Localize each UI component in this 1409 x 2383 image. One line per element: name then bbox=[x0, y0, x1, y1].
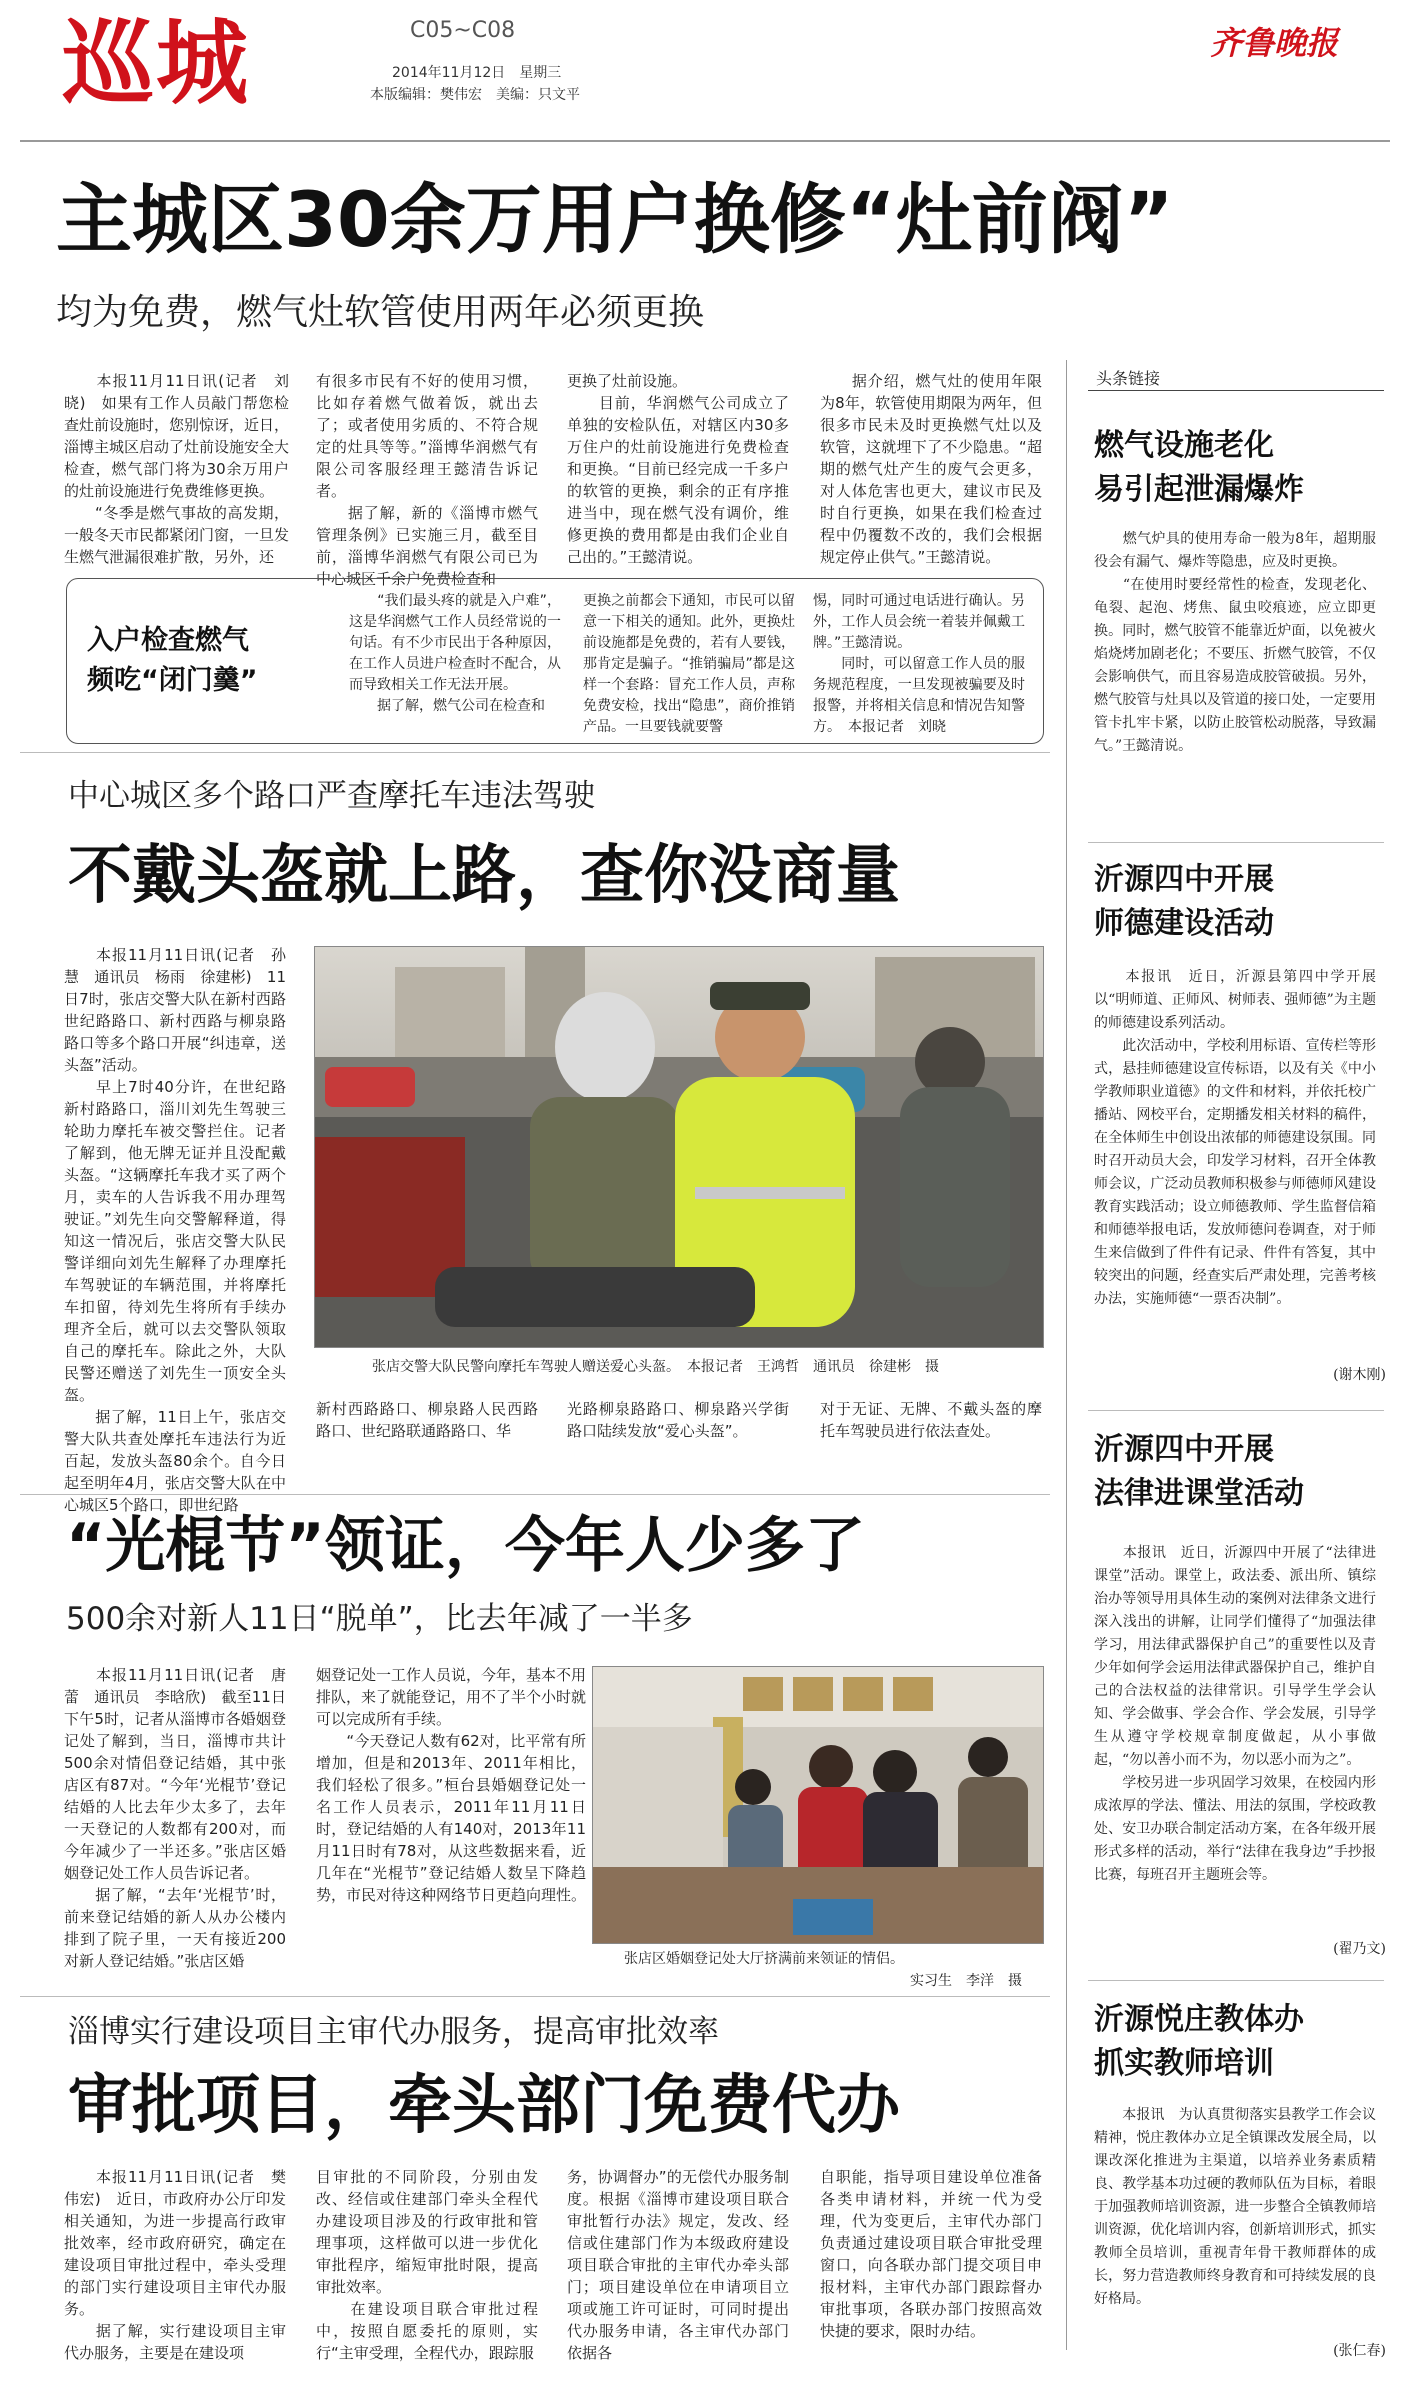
sidebar1-text: 燃气炉具的使用寿命一般为8年，超期服役会有漏气、爆炸等隐患，应及时更换。 “在使用时要经常性的检查，发现老化、龟裂、起泡、烤焦、鼠虫咬痕迹，应立即更换。同时，燃气胶管不能靠近炉面，以免被火焰烧烤加剧老化；不要压、折燃气胶管，不仅会影响供气，而且容易造成胶管破损。另外，燃气胶管与灶具以及管道的接口处，一定要用管卡扎牢卡紧，以防止胶管松动脱落，导致漏气。”王懿清说。 bbox=[1094, 531, 1376, 754]
story4-col4: 自职能，指导项目建设单位准备各类申请材料，并统一代为受理，代为变更后，主审代办部门负责通过建设项目联合审批受理窗口，向各联办部门提交项目申报材料，主审代办部门跟踪督办审批事项，各联办部门按照高效快捷的要求，限时办结。 bbox=[820, 2168, 1042, 2340]
inset-box-title: 入户检查燃气 频吃“闭门羹” bbox=[87, 625, 258, 696]
sidebar3-title: 沂源四中开展 法律进课堂活动 bbox=[1094, 1432, 1304, 1511]
story3-photo-credit: 实习生 李洋 摄 bbox=[910, 1973, 1022, 1989]
page-range: C05~C08 bbox=[410, 18, 516, 43]
story1-inset-box bbox=[66, 578, 1044, 744]
story1-col2: 有很多市民有不好的使用习惯，比如存着燃气做着饭，就出去了；或者使用劣质的、不符合规定的灶具等等。”淄博华润燃气有限公司客服经理王懿清告诉记者。 据了解，新的《淄博市燃气管理条例》已实施三月，截至目前，淄博华润燃气有限公司已为中心城区千余户免费检查和 bbox=[316, 372, 538, 588]
sidebar3-end-rule bbox=[1088, 1980, 1384, 1981]
story1-col4: 据介绍，燃气灶的使用年限为8年，软管使用期限为两年，但很多市民未及时更换燃气灶以及软管，这就埋下了不少隐患。“超期的燃气灶产生的废气会更多，对人体危害也更大，建议市民及时自行更换，如果在我们检查过程中仍覆数不改的，我们会根据规定停止供气。”王懿清说。 bbox=[820, 372, 1042, 566]
story2-top-rule bbox=[20, 752, 1050, 753]
sidebar2-text: 本报讯 近日，沂源县第四中学开展以“明师道、正师风、树师表、强师德”为主题的师德建设系列活动。 此次活动中，学校利用标语、宣传栏等形式，悬挂师德建设宣传标语，以及有关《中小学教师职业道德》的文件和材料，并依托校广播站、网校平台，定期播发相关材料的稿件，在全体师生中创设出浓郁的师德建设氛围。同时召开动员大会，印发学习材料，召开全体教师会议，广泛动员教师积极参与师德师风建设教育实践活动；设立师德教师、学生监督信箱和师德举报电话，发放师德问卷调查，对于师生来信做到了件件有记录、件件有答复，其中较突出的问题，经查实后严肃处理，完善考核办法，实施师德“一票否决制”。 bbox=[1094, 969, 1376, 1307]
issue-date: 2014年11月12日 星期三 bbox=[392, 65, 562, 81]
traffic-police-photo bbox=[314, 946, 1044, 1348]
sidebar4-author: (张仁春) bbox=[1333, 2343, 1386, 2359]
sidebar4-text: 本报讯 为认真贯彻落实县教学工作会议精神，悦庄教体办立足全镇课改发展全局，以课改深化推进为主渠道，以培养业务素质精良、教学基本功过硬的教师队伍为目标，着眼于加强教师培训资源，进一步整合全镇教师培训资源，优化培训内容，创新培训形式，抓实教师全员培训，重视青年骨干教师群体的成长，努力营造教师终身教育和可持续发展的良好格局。 bbox=[1094, 2107, 1376, 2307]
sidebar1-end-rule bbox=[1088, 842, 1384, 843]
sidebar4-title: 沂源悦庄教体办 抓实教师培训 bbox=[1094, 2002, 1304, 2081]
sidebar2-title: 沂源四中开展 师德建设活动 bbox=[1094, 862, 1274, 941]
story3-top-rule bbox=[20, 1494, 1050, 1495]
section-name: 巡城 bbox=[62, 9, 251, 117]
inset-box-col3: 惕，同时可通过电话进行确认。另外，工作人员会统一着装并佩戴工牌。”王懿清说。 同时，可以留意工作人员的服务规范程度，一旦发现被骗要及时报警，并将相关信息和情况告知警方。 本报记者 刘晓 bbox=[813, 593, 1025, 735]
sidebar2-end-rule bbox=[1088, 1410, 1384, 1411]
page-editors: 本版编辑：樊伟宏 美编：只文平 bbox=[370, 87, 580, 103]
masthead bbox=[0, 0, 1409, 150]
story2-bottom-col1: 新村西路路口、柳泉路人民西路路口、世纪路联通路路口、华 bbox=[316, 1400, 538, 1440]
story3-headline: “光棍节”领证，今年人少多了 bbox=[66, 1511, 865, 1581]
story2-headline: 不戴头盔就上路，查你没商量 bbox=[68, 839, 900, 913]
story2-kicker: 中心城区多个路口严查摩托车违法驾驶 bbox=[68, 778, 595, 814]
story3-col2: 姻登记处一工作人员说，今年，基本不用排队，来了就能登记，用不了半个小时就可以完成所有手续。 “今天登记人数有62对，比平常有所增加，但是和2013年、2011年相比，我们轻松了很多。”桓台县婚姻登记处一名工作人员表示，2011年11月11日时，登记结婚的人有140对，2013年11月11日时有78对，从这些数据来看，近几年在“光棍节”登记结婚人数呈下降趋势，市民对待这种网络节日更趋向理性。 bbox=[316, 1666, 587, 1904]
story1-subhead: 均为免费，燃气灶软管使用两年必须更换 bbox=[56, 292, 705, 333]
inset-box-col2: 更换之前都会下通知，市民可以留意一下相关的通知。此外，更换灶前设施都是免费的，若有人要钱，那肯定是骗子。“推销骗局”都是这样一个套路：冒充工作人员，声称免费安检，找出“隐患”，商价推销产品。一旦要钱就要警 bbox=[583, 593, 795, 735]
story3-subhead: 500余对新人11日“脱单”，比去年减了一半多 bbox=[66, 1601, 693, 1637]
sidebar1-label-box bbox=[1088, 366, 1384, 391]
paper-name: 齐鲁晚报 bbox=[1210, 24, 1339, 62]
sidebar3-author: (翟乃文) bbox=[1333, 1941, 1386, 1957]
story4-col2: 目审批的不同阶段，分别由发改、经信或住建部门牵头全程代办建设项目涉及的行政审批和管理事项，这样做可以进一步优化审批程序，缩短审批时限，提高审批效率。 在建设项目联合审批过程中，按照自愿委托的原则，实行“主审受理，全程代办，跟踪服 bbox=[316, 2168, 538, 2362]
story2-bottom-col2: 光路柳泉路路口、柳泉路兴学街路口陆续发放“爱心头盔”。 bbox=[567, 1400, 789, 1440]
sidebar1-title: 燃气设施老化 易引起泄漏爆炸 bbox=[1094, 428, 1304, 507]
story4-kicker: 淄博实行建设项目主审代办服务，提高审批效率 bbox=[68, 2014, 719, 2050]
marriage-registration-illustration bbox=[593, 1667, 1043, 1943]
sidebar-divider bbox=[1066, 360, 1067, 2350]
story3-photo-caption: 张店区婚姻登记处大厅挤满前来领证的情侣。 bbox=[624, 1951, 904, 1967]
inset-box-col1: “我们最头疼的就是入户难”，这是华润燃气工作人员经常说的一句话。有不少市民出于各种原因，在工作人员进户检查时不配合，从而导致相关工作无法开展。 据了解，燃气公司在检查和 bbox=[349, 593, 561, 714]
story4-col1: 本报11月11日讯(记者 樊伟宏) 近日，市政府办公厅印发相关通知，为进一步提高行政审批效率，经市政府研究，确定在建设项目审批过程中，牵头受理的部门实行建设项目主审代办服务。 据了解，实行建设项目主审代办服务，主要是在建设项 bbox=[64, 2168, 286, 2362]
story2-photo-caption: 张店交警大队民警向摩托车驾驶人赠送爱心头盔。 本报记者 王鸿哲 通讯员 徐建彬 摄 bbox=[372, 1359, 939, 1375]
story1-headline: 主城区30余万用户换修“灶前阀” bbox=[56, 175, 1174, 264]
story4-top-rule bbox=[20, 1996, 1050, 1997]
masthead-rule bbox=[20, 140, 1390, 142]
story4-headline: 审批项目，牵头部门免费代办 bbox=[68, 2069, 900, 2143]
sidebar2-author: (谢木刚) bbox=[1333, 1367, 1386, 1383]
story3-col1: 本报11月11日讯(记者 唐蕾 通讯员 李晗欣) 截至11日下午5时，记者从淄博市各婚姻登记处了解到，当日，淄博市共计500余对情侣登记结婚，其中张店区有87对。“今年‘光棍节’登记结婚的人比去年少太多了，去年一天登记的人数都有200对，而今年减少了一半还多。”张店区婚姻登记处工作人员告诉记者。 据了解，“去年‘光棍节’时，前来登记结婚的新人从办公楼内排到了院子里，一天有接近200对新人登记结婚。”张店区婚 bbox=[64, 1666, 286, 1970]
story1-col1: 本报11月11日讯(记者 刘晓) 如果有工作人员敲门帮您检查灶前设施时，您别惊讶，近日，淄博主城区启动了灶前设施安全大检查，燃气部门将为30余万用户的灶前设施进行免费维修更换。 “冬季是燃气事故的高发期，一般冬天市民都紧闭门窗，一旦发生燃气泄漏很难扩散，另外，还 bbox=[64, 372, 290, 566]
story2-bottom-col3: 对于无证、无牌、不戴头盔的摩托车驾驶员进行依法查处。 bbox=[820, 1400, 1042, 1440]
sidebar1-label: 头条链接 bbox=[1096, 369, 1161, 388]
marriage-registration-photo bbox=[592, 1666, 1044, 1944]
sidebar3-text: 本报讯 近日，沂源四中开展了“法律进课堂”活动。课堂上，政法委、派出所、镇综治办等领导用具体生动的案例对法律条文进行深入浅出的讲解，让同学们懂得了“加强法律学习，用法律武器保护自己”的重要性以及青少年如何学会运用法律武器保护自己，维护自己的合法权益的法律常识。引导学生学会认知、学会做事、学会合作、学会发展，引导学生从遵守学校规章制度做起，从小事做起，“勿以善小而不为，勿以恶小而为之”。 学校另进一步巩固学习效果，在校园内形成浓厚的学法、懂法、用法的氛围，学校政教处、安卫办联合制定活动方案，在各年级开展形式多样的活动，举行“法律在我身边”手抄报比赛，每班召开主题班会等。 bbox=[1094, 1545, 1376, 1883]
story4-col3: 务，协调督办”的无偿代办服务制度。根据《淄博市建设项目联合审批暂行办法》规定，发改、经信或住建部门作为本级政府建设项目联合审批的主审代办牵头部门；项目建设单位在申请项目立项或施工许可证时，可同时提出代办服务申请，各主审代办部门依据各 bbox=[567, 2168, 789, 2362]
traffic-police-illustration bbox=[315, 947, 1043, 1347]
story1-col3: 更换了灶前设施。 目前，华润燃气公司成立了单独的安检队伍，对辖区内30多万住户的灶前设施进行免费检查和更换。“目前已经完成一千多户的软管的更换，剩余的正有序推进当中，现在燃气没有调价，维修更换的费用都是由我们企业自己出的。”王懿清说。 bbox=[567, 372, 789, 566]
story2-col1: 本报11月11日讯(记者 孙慧 通讯员 杨雨 徐建彬) 11日7时，张店交警大队在新村西路世纪路路口、新村西路与柳泉路路口等多个路口开展“纠违章，送头盔”活动。 早上7时40分许，在世纪路新村路路口，淄川刘先生驾驶三轮助力摩托车被交警拦住。记者了解到，他无牌无证并且没配戴头盔。“这辆摩托车我才买了两个月，卖车的人告诉我不用办理驾驶证。”刘先生向交警解释道，得知这一情况后，张店交警大队民警详细向刘先生解释了办理摩托车驾驶证的车辆范围，并将摩托车扣留，待刘先生将所有手续办理齐全后，就可以去交警队领取自己的摩托车。除此之外，大队民警还赠送了刘先生一顶安全头盔。 据了解，11日上午，张店交警大队共查处摩托车违法行为近百起，发放头盔80余个。自今日起至明年4月，张店交警大队在中心城区5个路口，即世纪路 bbox=[64, 946, 286, 1514]
